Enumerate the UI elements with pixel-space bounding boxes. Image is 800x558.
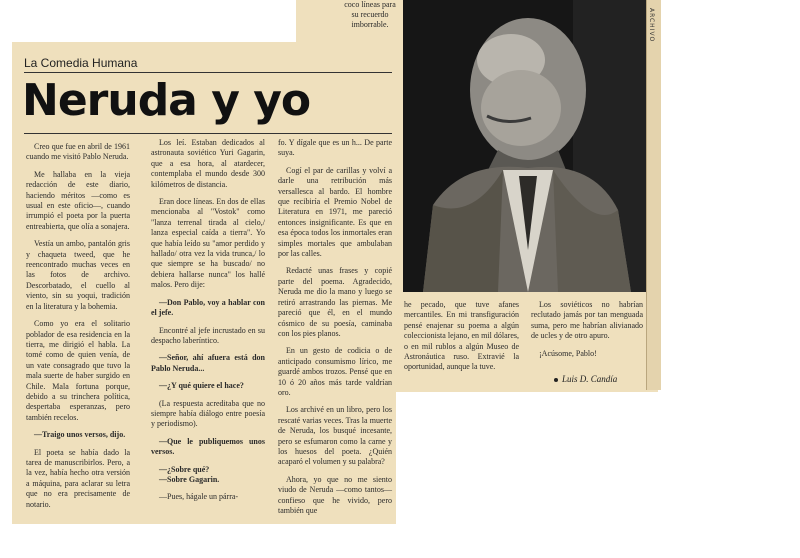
archive-strip	[646, 0, 661, 390]
paragraph: (La respuesta acreditaba que no siempre había diálogo entre poesía y periodismo).	[151, 398, 265, 429]
paragraph: Los soviéticos no habrían reclutado jamás por tan menguada suma, pero me habrían alivianado de ucles y de otro apuro.	[531, 300, 643, 341]
paragraph: Como yo era el solitario poblador de esa residencia en la tierra, me dirigió el habla. La tomé como de quien venía, de un vate consagrado que tuvo la mala suerte de haber surgido en Chile. Mala fortuna porque, debido a su trinchera política, despertaba esperanzas, pero también recelos.	[26, 319, 130, 422]
paragraph: —¿Sobre qué?	[159, 464, 210, 474]
top-note: coco líneas para su recuerdo imborrable.	[344, 0, 396, 29]
paragraph: ¡Acúsome, Pablo!	[539, 348, 597, 358]
paragraph: he pecado, que tuve afanes mercantiles. En mi transfiguración pensé enajenar su poema a algún coleccionista lejano, en mil dólares, o en mil rublos a algún Museo de Astronáutica ruso. Extravié la oportunidad, aunque la tuve.	[404, 300, 519, 372]
paragraph: —Señor, ahí afuera está don Pablo Neruda...	[151, 353, 265, 373]
headline: Neruda y yo	[22, 75, 311, 126]
article-column-3	[278, 138, 392, 523]
author-name: Luis D. Candía	[562, 374, 618, 384]
paragraph: —Don Pablo, voy a hablar con el jefe.	[151, 297, 265, 318]
paragraph: —¿Y qué quiere el hace?	[159, 381, 244, 391]
paragraph: El poeta se había dado la tarea de manuscribirlos. Pero, a la vez, había hecho otra versión a máquina, para aclarar su letra que no era precisamente de notario.	[26, 447, 130, 509]
paragraph: Creo que fue en abril de 1961 cuando me visitó Pablo Neruda.	[26, 142, 130, 162]
paragraph: En un gesto de codicia o de anticipado consumismo lírico, me guardé ambos trozos. Pensé que en 10 ó 20 años más tarde valdrían oro.	[278, 346, 392, 397]
paragraph: fo. Y dígale que es un h... De parte suya.	[278, 138, 392, 158]
bullet-icon	[554, 378, 558, 382]
paragraph: —Que le publiquemos unos versos.	[151, 436, 265, 457]
paragraph: —Pues, hágale un párra-	[159, 492, 239, 502]
article-column-5	[531, 300, 643, 366]
paragraph: Los archivé en un libro, pero los rescaté varias veces. Tras la muerte de Neruda, los busqué incesante, pero se esfumaron como la carne y los huesos del poeta. ¿Quién acaparó el volumen y su palabra?	[278, 405, 392, 467]
paragraph: Ahora, yo que no me siento viudo de Neruda —como tantos— confieso que he vivido, pero también que	[278, 474, 392, 515]
kicker-rule	[24, 72, 392, 73]
archive-label: ARCHIVO	[648, 8, 655, 43]
neruda-portrait-photo	[403, 0, 646, 292]
paragraph: Encontré al jefe incrustado en su despacho laberíntico.	[151, 325, 265, 345]
paragraph: Cogí el par de carillas y volví a darle una retribución más versallesca al bardo. El hombre que recibiría el Premio Nobel de Literatura en 1971, me pareció entonces insignificante. Es que en esa época todos los inmortales eran simples mortales que ambulaban por las calles.	[278, 165, 392, 259]
headline-rule	[24, 133, 392, 134]
paragraph: —Traigo unos versos, dijo.	[34, 430, 126, 440]
paragraph: Vestía un ambo, pantalón gris y chaqueta tweed, que he reencontrado muchas veces en las fotos de archivo. Descorbatado, el cuello al viento, sin su yoqui, tradición en la literatura y la bohemia.	[26, 239, 130, 311]
paragraph: Me hallaba en la vieja redacción de este diario, haciendo méritos —como es usual en este oficio—, cuando irrumpió el poeta por la puerta entreabierta, que olía a sonajera.	[26, 169, 130, 231]
section-kicker: La Comedia Humana	[24, 56, 138, 70]
paragraph: Los leí. Estaban dedicados al astronauta soviético Yuri Gagarin, que a esa hora, al atardecer, contemplaba el mundo desde 300 kilómetros de distancia.	[151, 138, 265, 189]
author-signature	[554, 374, 617, 384]
paragraph: Redacté unas frases y copié parte del poema. Agradecido, Neruda me dio la mano y luego se retiró arrastrando las piernas. Me pareció que él, en el mundo cósmico de su poesía, caminaba con los pies planos.	[278, 266, 392, 338]
article-column-4	[404, 300, 519, 380]
article-column-2	[151, 138, 265, 510]
paragraph: Eran doce líneas. En dos de ellas mencionaba al "Vostok" como "lanza terrenal tirada al cielo,/ lanza especial caída a tierra". Yo que había leído su "amor perdido y hallado/ otra vez la vida trunca,/ lo que siempre se ha buscado/ no debiera hallarse nunca" los hallé malos. Pero dije:	[151, 197, 265, 290]
paragraph: —Sobre Gagarin.	[159, 474, 220, 484]
article-column-1	[26, 142, 130, 517]
